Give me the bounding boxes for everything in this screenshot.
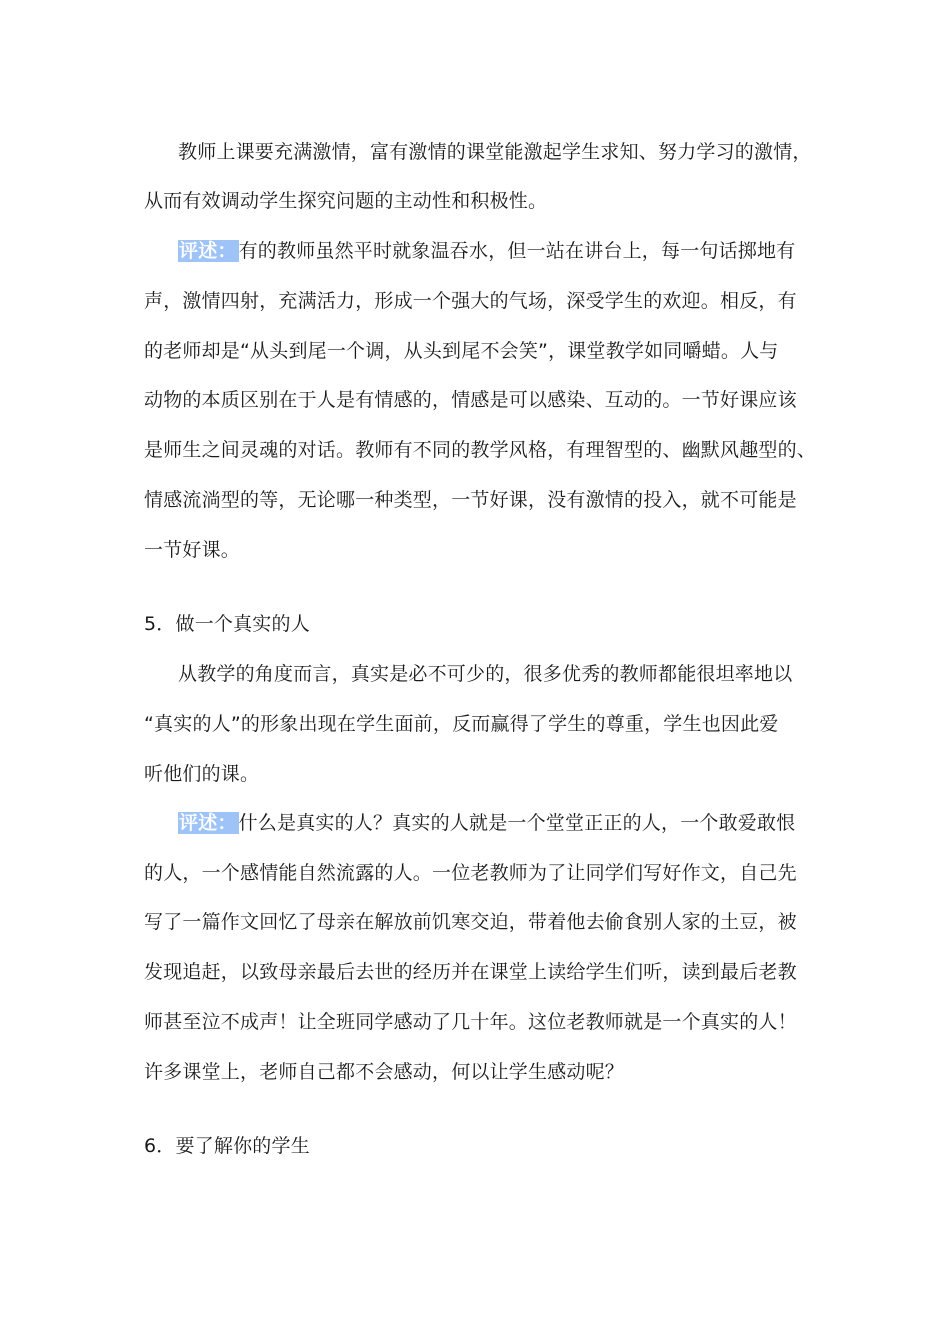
section-heading-6: 6．要了解你的学生: [144, 1135, 310, 1157]
comment-label: 评述：: [179, 240, 237, 262]
comment-1-line-2: 声，激情四射，充满活力，形成一个强大的气场，深受学生的欢迎。相反，有: [144, 290, 797, 312]
comment-1-line-7: 一节好课。: [144, 539, 241, 561]
comment-1-line-6: 情感流淌型的等，无论哪一种类型，一节好课，没有激情的投入，就不可能是: [144, 489, 797, 511]
comment-1-line-3: 的老师却是“从头到尾一个调，从头到尾不会笑”，课堂教学如同嚼蜡。人与: [144, 340, 779, 362]
comment-2-first-line: [178, 810, 795, 836]
paragraph-2-line-3: 听他们的课。: [144, 763, 260, 785]
comment-2-line-3: 写了一篇作文回忆了母亲在解放前饥寒交迫，带着他去偷食别人家的土豆，被: [144, 911, 797, 933]
comment-1-line-4: 动物的本质区别在于人是有情感的，情感是可以感染、互动的。一节好课应该: [144, 389, 797, 411]
paragraph-1-line-1: 教师上课要充满激情，富有激情的课堂能激起学生求知、努力学习的激情，: [178, 141, 812, 163]
comment-2-line-5: 师甚至泣不成声！让全班同学感动了几十年。这位老教师就是一个真实的人！: [144, 1011, 797, 1033]
paragraph-1-line-2: 从而有效调动学生探究问题的主动性和积极性。: [144, 190, 548, 212]
paragraph-2-line-2: “真实的人”的形象出现在学生面前，反而赢得了学生的尊重，学生也因此爱: [144, 713, 779, 735]
paragraph-2-line-1: 从教学的角度而言，真实是必不可少的，很多优秀的教师都能很坦率地以: [178, 663, 793, 685]
comment-2-line-4: 发现追赶，以致母亲最后去世的经历并在课堂上读给学生们听，读到最后老教: [144, 961, 797, 983]
comment-1-line-5: 是师生之间灵魂的对话。教师有不同的教学风格，有理智型的、幽默风趣型的、: [144, 439, 817, 461]
comment-1-text: 有的教师虽然平时就象温吞水，但一站在讲台上，每一句话掷地有: [238, 240, 796, 262]
comment-2-line-2: 的人，一个感情能自然流露的人。一位老教师为了让同学们写好作文，自己先: [144, 862, 797, 884]
comment-2-text: 什么是真实的人？真实的人就是一个堂堂正正的人，一个敢爱敢恨: [238, 812, 796, 834]
comment-1-first-line: [178, 238, 795, 264]
section-heading-5: 5．做一个真实的人: [144, 613, 310, 635]
comment-2-line-6: 许多课堂上，老师自己都不会感动，何以让学生感动呢？: [144, 1061, 625, 1083]
comment-label: 评述：: [179, 812, 237, 834]
